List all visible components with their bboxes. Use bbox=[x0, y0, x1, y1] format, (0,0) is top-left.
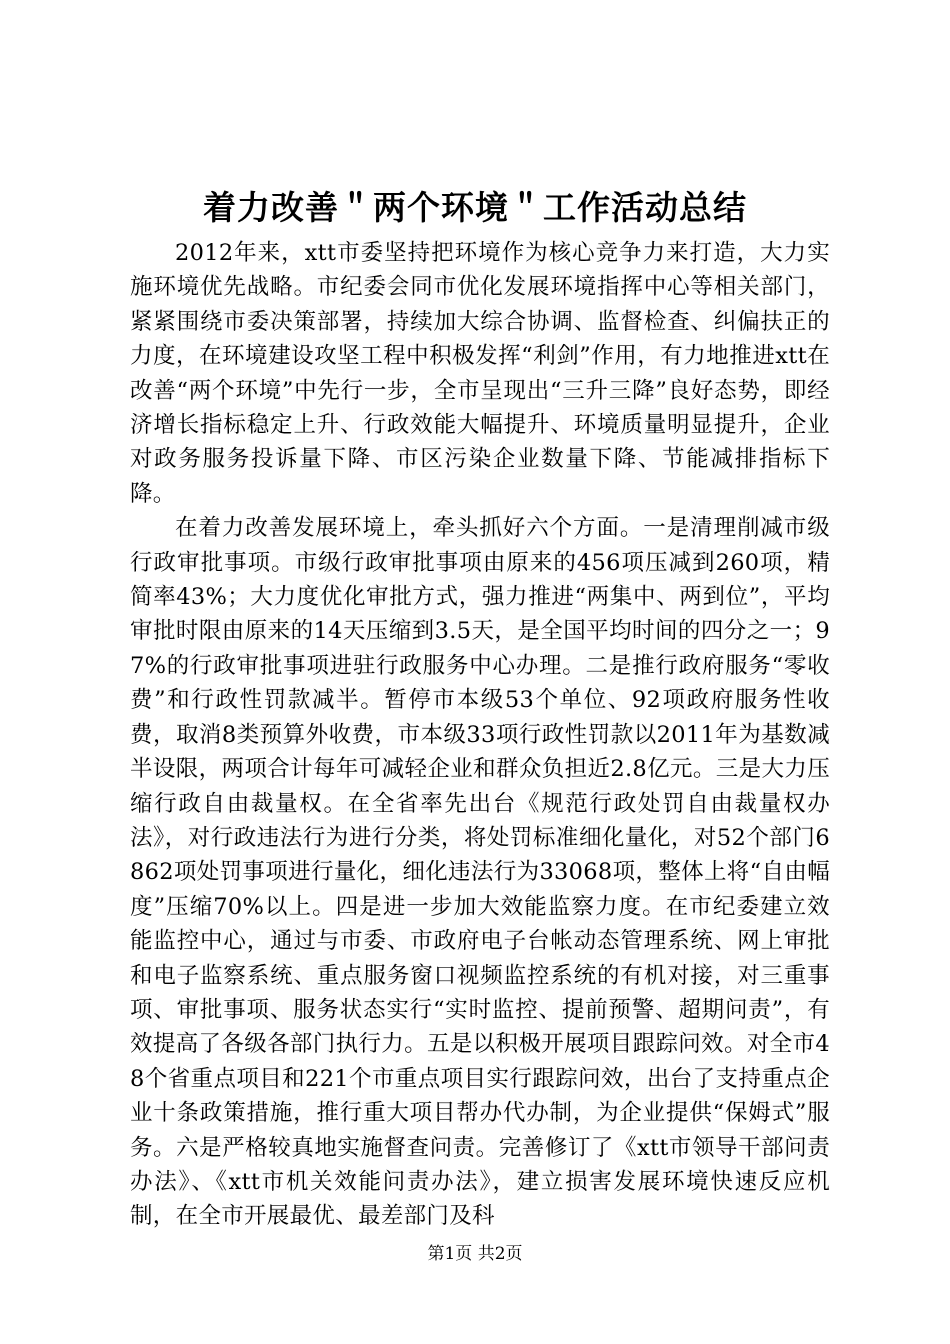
paragraph-six-aspects: 在着力改善发展环境上，牵头抓好六个方面。一是清理削减市级行政审批事项。市级行政审批事项由原来的456项压减到260项，精简率43%；大力度优化审批方式，强力推进“两集中、两到位”，平均审批时限由原来的14天压缩到3.5天，是全国平均时间的四分之一；97%的行政审批事项进驻行政服务中心办理。二是推行政府服务“零收费”和行政性罚款减半。暂停市本级53个单位、92项政府服务性收费，取消8类预算外收费，市本级33项行政性罚款以2011年为基数减半设限，两项合计每年可减轻企业和群众负担近2.8亿元。三是大力压缩行政自由裁量权。在全省率先出台《规范行政处罚自由裁量权办法》，对行政违法行为进行分类，将处罚标准细化量化，对52个部门6862项处罚事项进行量化，细化违法行为33068项，整体上将“自由幅度”压缩70%以上。四是进一步加大效能监察力度。在市纪委建立效能监控中心，通过与市委、市政府电子台帐动态管理系统、网上审批和电子监察系统、重点服务窗口视频监控系统的有机对接，对三重事项、审批事项、服务状态实行“实时监控、提前预警、超期问责”，有效提高了各级各部门执行力。五是以积极开展项目跟踪问效。对全市48个省重点项目和221个市重点项目实行跟踪问效，出台了支持重点企业十条政策措施，推行重大项目帮办代办制，为企业提供“保姆式”服务。六是严格较真地实施督查问责。完善修订了《xtt市领导干部问责办法》、《xtt市机关效能问责办法》，建立损害发展环境快速反应机制，在全市开展最优、最差部门及科 bbox=[130, 515, 830, 1230]
paragraph-intro: 2012年来，xtt市委坚持把环境作为核心竞争力来打造，大力实施环境优先战略。市纪委会同市优化发展环境指挥中心等相关部门，紧紧围绕市委决策部署，持续加大综合协调、监督检查、纠偏扶正的力度，在环境建设攻坚工程中积极发挥“利剑”作用，有力地推进xtt在改善“两个环境”中先行一步，全市呈现出“三升三降”良好态势，即经济增长指标稳定上升、行政效能大幅提升、环境质量明显提升，企业对政务服务投诉量下降、市区污染企业数量下降、节能减排指标下降。 bbox=[130, 240, 830, 507]
document-title: 着力改善＂两个环境＂工作活动总结 bbox=[203, 188, 747, 227]
document-body bbox=[130, 236, 830, 1234]
page-number-footer: 第1页 共2页 bbox=[427, 1244, 523, 1264]
